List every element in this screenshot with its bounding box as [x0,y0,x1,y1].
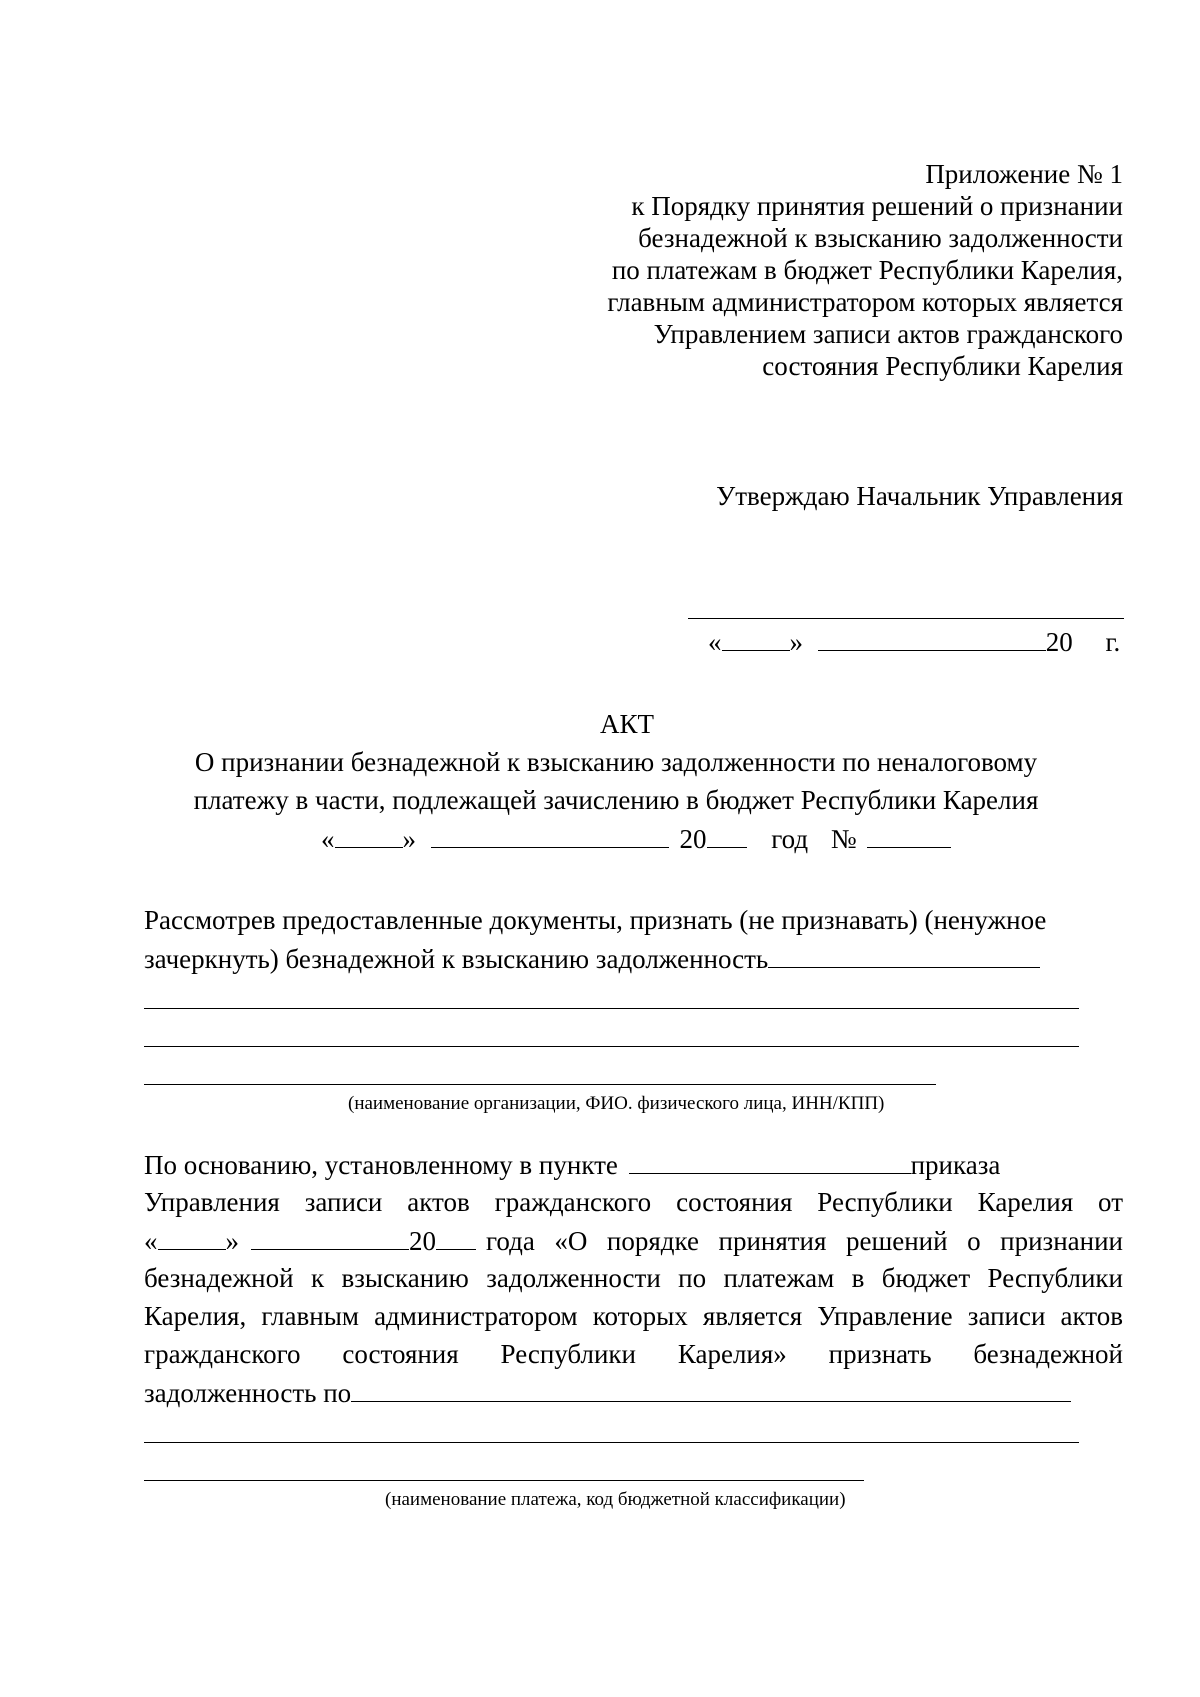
blank-line [144,1084,936,1085]
blank-line [144,1008,1079,1009]
p2-line7 [144,1376,1071,1410]
act-subtitle-line1: О признании безнадежной к взысканию задолженности по неналоговому [194,747,1038,777]
year-blank [707,822,747,848]
quote-close: » [789,627,803,657]
day-blank [158,1224,226,1250]
caption-organization: (наименование организации, ФИО. физического лица, ИНН/КПП) [348,1093,885,1114]
p1-line2-text: зачеркнуть) безнадежной к взысканию задолженность [144,944,769,974]
act-subtitle-line2: платежу в части, подлежащей зачислению в бюджет Республики Карелия [193,785,1039,815]
year-prefix: 20 [409,1226,436,1256]
quote-open: « [708,627,722,657]
year-prefix: 20 [679,824,707,854]
p2-line6: гражданского состояния Республики Карелия» признать безнадежной [144,1339,1123,1369]
day-blank [335,822,403,848]
approval-date [708,625,1120,659]
month-blank [431,822,669,848]
number-sign: № [830,824,857,854]
p2-line5: Карелия, главным администратором которых является Управление записи актов [144,1301,1123,1331]
act-date-line [321,822,951,856]
blank-line [144,1480,864,1481]
debtor-blank [768,942,1040,968]
clause-blank [629,1148,911,1174]
payment-blank [351,1376,1071,1402]
quote-open: « [144,1226,158,1256]
p1-line1: Рассмотрев предоставленные документы, признать (не признавать) (ненужное [144,905,1047,935]
p2-line3-text: года «О порядке принятия решений о признании [486,1226,1123,1256]
year-blank [436,1224,476,1250]
approval-title: Утверждаю Начальник Управления [716,481,1123,511]
year-word: год [771,824,809,854]
blank-line [144,1442,1079,1443]
number-blank [867,822,951,848]
appendix-line: Приложение № 1 [925,159,1123,189]
appendix-line: к Порядку принятия решений о признании [631,191,1123,221]
signature-line [688,618,1124,619]
caption-payment: (наименование платежа, код бюджетной классификации) [385,1489,846,1510]
p2-line1-end: приказа [910,1150,1001,1180]
appendix-line: безнадежной к взысканию задолженности [638,223,1123,253]
year-prefix: 20 [1045,627,1073,657]
appendix-line: Управлением записи актов гражданского [653,319,1123,349]
quote-open: « [321,824,335,854]
p2-line2: Управления записи актов гражданского состояния Республики Карелия от [144,1187,1123,1217]
p1-line2 [144,942,1040,976]
year-suffix: г. [1105,627,1121,657]
appendix-line: состояния Республики Карелия [762,351,1123,381]
p2-line3 [144,1224,1123,1258]
appendix-line: по платежам в бюджет Республики Карелия, [611,255,1123,285]
p2-line4: безнадежной к взысканию задолженности по платежам в бюджет Республики [144,1263,1123,1293]
act-title: АКТ [600,709,654,739]
p2-line1 [144,1148,1000,1182]
p2-line7-text: задолженность по [144,1378,352,1408]
blank-line [144,1046,1079,1047]
month-blank [251,1224,409,1250]
appendix-line: главным администратором которых является [607,287,1123,317]
quote-close: » [402,824,416,854]
day-blank [722,625,790,651]
p2-line1-start: По основанию, установленному в пункте [144,1150,618,1180]
month-blank [818,625,1046,651]
quote-close: » [225,1226,239,1256]
